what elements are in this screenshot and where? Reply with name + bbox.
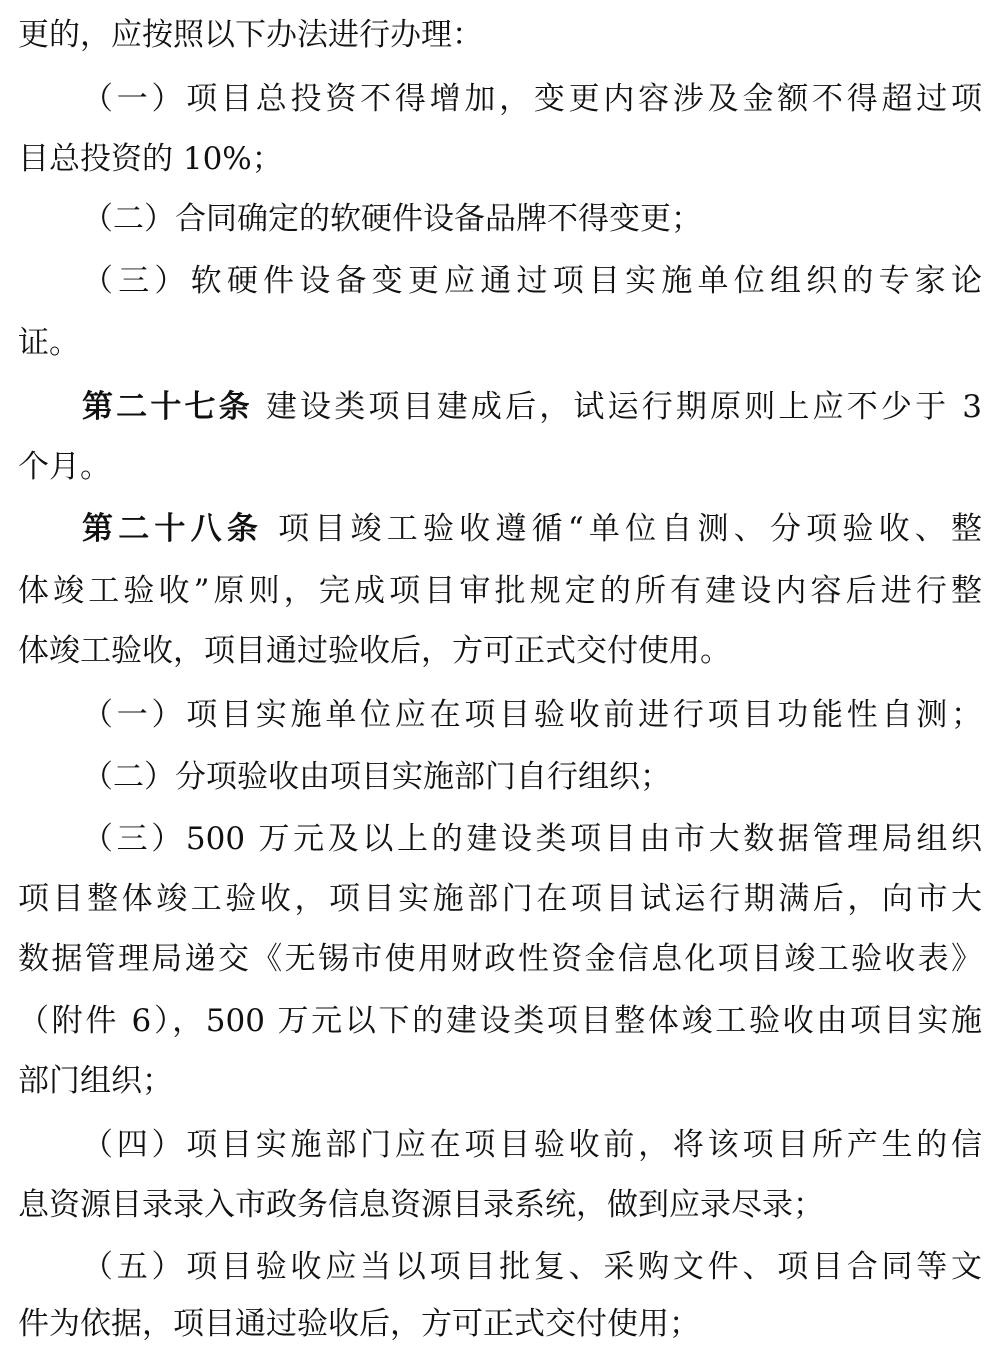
article-28-line bbox=[18, 498, 982, 560]
text-line: （二）分项验收由项目实施部门自行组织； bbox=[82, 759, 671, 795]
document-page bbox=[18, 0, 982, 1355]
text-line: 目总投资的 10%； bbox=[18, 141, 283, 177]
article-text: 项目竣工验收遵循“单位自测、分项验收、整 bbox=[263, 511, 983, 547]
text-line: （附件 6），500 万元以下的建设类项目整体竣工验收由项目实施 bbox=[18, 1003, 982, 1039]
text-line: 部门组织； bbox=[18, 1063, 173, 1099]
text-line: （二）合同确定的软硬件设备品牌不得变更； bbox=[82, 201, 702, 237]
text-line: 项目整体竣工验收，项目实施部门在项目试运行期满后，向市大 bbox=[18, 881, 982, 917]
text-line: （三）软硬件设备变更应通过项目实施单位组织的专家论 bbox=[82, 263, 982, 299]
text-line: 件为依据，项目通过验收后，方可正式交付使用； bbox=[18, 1306, 700, 1342]
text-line: 更的，应按照以下办法进行办理： bbox=[18, 17, 483, 53]
article-27-line bbox=[18, 376, 982, 438]
text-line: （一）项目总投资不得增加，变更内容涉及金额不得超过项 bbox=[82, 81, 982, 117]
article-text: 建设类项目建成后，试运行期原则上应不少于 3 bbox=[252, 389, 983, 425]
text-line: （三）500 万元及以上的建设类项目由市大数据管理局组织 bbox=[82, 821, 982, 857]
text-line: （五）项目验收应当以项目批复、采购文件、项目合同等文 bbox=[82, 1249, 982, 1285]
text-line: 证。 bbox=[18, 325, 80, 361]
text-line: 体竣工验收，项目通过验收后，方可正式交付使用。 bbox=[18, 633, 731, 669]
text-line: （四）项目实施部门应在项目验收前，将该项目所产生的信 bbox=[82, 1127, 982, 1163]
article-heading: 第二十八条 bbox=[82, 511, 264, 547]
text-line: 体竣工验收”原则，完成项目审批规定的所有建设内容后进行整 bbox=[18, 573, 982, 609]
text-line: 个月。 bbox=[18, 449, 111, 485]
text-line: 息资源目录录入市政务信息资源目录系统，做到应录尽录； bbox=[18, 1187, 824, 1223]
article-heading: 第二十七条 bbox=[82, 389, 253, 425]
text-line: 数据管理局递交《无锡市使用财政性资金信息化项目竣工验收表》 bbox=[18, 941, 982, 977]
text-line: （一）项目实施单位应在项目验收前进行项目功能性自测； bbox=[82, 697, 982, 733]
